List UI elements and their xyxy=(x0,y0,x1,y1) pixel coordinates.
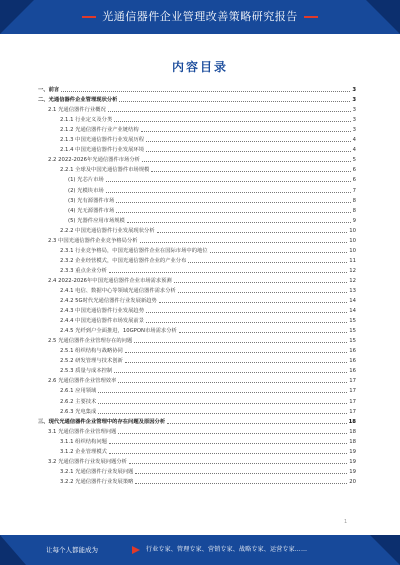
toc-entry-label: 2.4.3 中国光通信器件行业发展趋势 xyxy=(60,308,145,315)
toc-entry-page: 6 xyxy=(352,177,356,184)
toc-entry-label: 2.1.1 行业定义及分类 xyxy=(60,117,113,124)
toc-entry-page: 5 xyxy=(352,157,356,164)
toc-entry[interactable] xyxy=(38,395,356,405)
toc-entry[interactable] xyxy=(38,476,356,486)
header-banner xyxy=(0,0,400,34)
toc-leader-dots xyxy=(98,391,347,393)
toc-entry[interactable] xyxy=(38,164,356,174)
toc-entry[interactable] xyxy=(38,355,356,365)
toc-entry[interactable] xyxy=(38,134,356,144)
toc-entry-page: 9 xyxy=(352,217,356,224)
toc-entry-page: 14 xyxy=(349,298,356,305)
toc-leader-dots xyxy=(179,331,347,333)
toc-entry-label: 2.5.1 组织结构与战略协同 xyxy=(60,348,123,355)
toc-leader-dots xyxy=(167,422,346,424)
toc-leader-dots xyxy=(125,361,347,363)
toc-leader-dots xyxy=(146,321,347,323)
toc-leader-dots xyxy=(210,251,348,253)
toc-leader-dots xyxy=(142,160,351,162)
toc-leader-dots xyxy=(174,281,348,283)
toc-entry[interactable] xyxy=(38,416,356,426)
report-title: 光通信器件企业管理改善策略研究报告 xyxy=(102,0,298,34)
toc-leader-dots xyxy=(146,140,351,142)
toc-entry[interactable] xyxy=(38,365,356,375)
toc-entry-label: 2.1.2 光通信器件行业产业链结构 xyxy=(60,127,139,134)
toc-entry-label: 2.2 2022-2026年光通信器件市场分析 xyxy=(48,157,140,164)
toc-entry-page: 3 xyxy=(352,87,356,94)
toc-entry[interactable] xyxy=(38,114,356,124)
toc-leader-dots xyxy=(129,462,347,464)
toc-entry[interactable] xyxy=(38,275,356,285)
toc-entry[interactable] xyxy=(38,285,356,295)
toc-leader-dots xyxy=(109,442,347,444)
toc-entry[interactable] xyxy=(38,436,356,446)
toc-leader-dots xyxy=(109,271,347,273)
toc-entry[interactable] xyxy=(38,315,356,325)
toc-entry[interactable] xyxy=(38,154,356,164)
toc-entry-label: 2.2.2 中国光通信器件行业发展现状分析 xyxy=(60,227,155,234)
toc-entry-page: 3 xyxy=(352,117,356,124)
toc-leader-dots xyxy=(134,341,347,343)
toc-entry-label: 2.4.4 中国光通信器件市场发展前景 xyxy=(60,318,145,325)
toc-leader-dots xyxy=(116,211,350,213)
toc-entry[interactable] xyxy=(38,104,356,114)
toc-entry-label: 2.6.2 主要技术 xyxy=(60,398,97,405)
toc-entry-label: 三、现代光通信器件企业管理中的存在问题及原因分析 xyxy=(38,418,166,425)
toc-entry-page: 12 xyxy=(349,267,356,274)
footer-corner-decoration xyxy=(0,535,26,565)
toc-entry-page: 17 xyxy=(349,378,356,385)
toc-entry[interactable] xyxy=(38,446,356,456)
toc-entry[interactable] xyxy=(38,184,356,194)
toc-entry[interactable] xyxy=(38,325,356,335)
toc-leader-dots xyxy=(114,120,350,122)
toc-entry-label: 2.3.2 企业经营模式，中国光通信器件企业的产业分布 xyxy=(60,257,187,264)
toc-entry-page: 16 xyxy=(349,368,356,375)
toc-entry-page: 3 xyxy=(352,97,356,104)
toc-title: 内容目录 xyxy=(171,60,228,74)
toc-entry-label: 3.1.1 组织结构问题 xyxy=(60,438,107,445)
toc-leader-dots xyxy=(119,100,350,102)
toc-entry[interactable] xyxy=(38,406,356,416)
toc-entry-page: 20 xyxy=(349,478,356,485)
toc-entry-page: 10 xyxy=(349,237,356,244)
toc-entry-page: 17 xyxy=(349,398,356,405)
toc-entry[interactable] xyxy=(38,215,356,225)
toc-entry-label: 2.5.3 质量与成本控制 xyxy=(60,368,113,375)
footer-slogan: 让每个人都能成为 xyxy=(46,546,98,554)
toc-entry-page: 3 xyxy=(352,127,356,134)
footer-services: 行业专家、管理专家、营销专家、战略专家、运营专家…… xyxy=(146,546,308,553)
toc-entry-label: (1) 光芯片市场 xyxy=(68,177,104,184)
toc-leader-dots xyxy=(98,402,347,404)
toc-entry[interactable] xyxy=(38,255,356,265)
toc-entry[interactable] xyxy=(38,94,356,104)
toc-leader-dots xyxy=(146,311,347,313)
arrow-icon xyxy=(132,546,140,554)
toc-leader-dots xyxy=(118,381,347,383)
toc-leader-dots xyxy=(118,432,347,434)
toc-entry-page: 18 xyxy=(348,418,356,425)
toc-entry-label: 2.5 光通信器件企业管理存在的问题 xyxy=(48,338,133,345)
toc-entry[interactable] xyxy=(38,235,356,245)
toc-entry[interactable] xyxy=(38,205,356,215)
toc-entry-label: (4) 光无源器件市场 xyxy=(68,207,115,214)
toc-entry-page: 19 xyxy=(349,448,356,455)
toc-entry-label: 2.1.4 中国光通信器件行业发展环境 xyxy=(60,147,145,154)
toc-leader-dots xyxy=(178,291,347,293)
toc-entry[interactable] xyxy=(38,295,356,305)
toc-leader-dots xyxy=(106,191,351,193)
toc-entry-page: 17 xyxy=(349,388,356,395)
toc-entry-page: 18 xyxy=(349,438,356,445)
toc-leader-dots xyxy=(157,231,348,233)
toc-leader-dots xyxy=(116,201,350,203)
toc-entry[interactable] xyxy=(38,456,356,466)
toc-leader-dots xyxy=(106,180,351,182)
toc-entry-page: 10 xyxy=(349,227,356,234)
toc-entry[interactable] xyxy=(38,305,356,315)
toc-leader-dots xyxy=(98,412,347,414)
toc-leader-dots xyxy=(141,130,351,132)
toc-entry-label: 3.1.2 企业管理模式 xyxy=(60,448,107,455)
toc-leader-dots xyxy=(188,261,347,263)
toc-entry[interactable] xyxy=(38,466,356,476)
toc-leader-dots xyxy=(135,472,347,474)
toc-entry[interactable] xyxy=(38,195,356,205)
toc-entry-label: 2.6 光通信器件企业管理效率 xyxy=(48,378,117,385)
toc-leader-dots xyxy=(151,170,350,172)
toc-entry[interactable] xyxy=(38,375,356,385)
toc-entry-page: 19 xyxy=(349,458,356,465)
toc-leader-dots xyxy=(125,351,347,353)
toc-entry-label: 二、光通信器件企业管理现状分析 xyxy=(38,97,118,104)
toc-entry-label: 3.2 光通信器件行业发展问题分析 xyxy=(48,458,127,465)
toc-entry-page: 13 xyxy=(349,287,356,294)
header-corner-decoration xyxy=(0,0,34,34)
toc-entry[interactable] xyxy=(38,225,356,235)
toc-entry[interactable] xyxy=(38,144,356,154)
toc-entry-label: (5) 光器件应用市场规模 xyxy=(68,217,125,224)
toc-entry-page: 8 xyxy=(352,197,356,204)
toc-leader-dots xyxy=(108,110,351,112)
toc-entry-page: 8 xyxy=(352,207,356,214)
toc-entry-label: 3.1 光通信器件企业管理问题 xyxy=(48,428,117,435)
toc-entry-page: 4 xyxy=(352,137,356,144)
toc-entry-label: 2.4 2022-2026年中国光通信器件企业市场需求预测 xyxy=(48,277,172,284)
toc-entry-label: 2.3 中国光通信器件企业竞争格局分析 xyxy=(48,237,138,244)
toc-entry-page: 10 xyxy=(349,247,356,254)
toc-entry-label: 2.6.1 应用领域 xyxy=(60,388,97,395)
toc-entry-page: 6 xyxy=(352,167,356,174)
toc-entry-page: 16 xyxy=(349,358,356,365)
toc-entry[interactable] xyxy=(38,265,356,275)
toc-entry-page: 12 xyxy=(349,277,356,284)
toc-leader-dots xyxy=(135,482,347,484)
toc-leader-dots xyxy=(109,452,347,454)
table-of-contents xyxy=(38,84,356,486)
toc-entry-page: 3 xyxy=(352,107,356,114)
toc-entry-label: 2.5.2 研发管理与技术创新 xyxy=(60,358,123,365)
toc-entry-label: 2.4.2 5G时代光通信器件行业发展新趋势 xyxy=(60,298,157,305)
toc-entry-label: 2.3.3 重点企业分析 xyxy=(60,267,107,274)
toc-entry[interactable] xyxy=(38,245,356,255)
footer-corner-decoration xyxy=(370,535,400,565)
toc-entry-label: 3.2.2 光通信器件行业发展策略 xyxy=(60,478,134,485)
toc-entry-page: 15 xyxy=(349,318,356,325)
toc-leader-dots xyxy=(159,301,347,303)
toc-entry-label: 3.2.1 光通信器件行业发展问题 xyxy=(60,468,134,475)
toc-entry-label: 2.1 光通信器件行业概况 xyxy=(48,107,106,114)
toc-entry-page: 14 xyxy=(349,308,356,315)
toc-entry-label: 2.4.5 光纤到户全面推进，10GPON市场需求分析 xyxy=(60,328,177,335)
toc-entry-page: 4 xyxy=(352,147,356,154)
toc-entry[interactable] xyxy=(38,385,356,395)
toc-entry-label: 2.4.1 电信、数据中心等领域光通信器件需求分析 xyxy=(60,287,176,294)
toc-entry-label: 2.3.1 行业竞争格局，中国光通信器件企业在国际市场中的地位 xyxy=(60,247,208,254)
toc-entry[interactable] xyxy=(38,426,356,436)
header-corner-decoration xyxy=(366,0,400,34)
toc-entry-page: 15 xyxy=(349,338,356,345)
toc-entry[interactable] xyxy=(38,345,356,355)
toc-entry-page: 15 xyxy=(349,328,356,335)
toc-entry-page: 17 xyxy=(349,408,356,415)
footer-banner xyxy=(0,535,400,565)
toc-entry[interactable] xyxy=(38,174,356,184)
toc-leader-dots xyxy=(140,241,348,243)
toc-entry-label: (2) 光模块市场 xyxy=(68,187,104,194)
toc-entry-label: 2.2.1 全球及中国光通信器件市场规模 xyxy=(60,167,150,174)
toc-leader-dots xyxy=(127,221,351,223)
toc-entry-page: 19 xyxy=(349,468,356,475)
toc-entry-page: 7 xyxy=(352,187,356,194)
toc-leader-dots xyxy=(114,371,347,373)
toc-entry-label: 2.6.3 光电集成 xyxy=(60,408,97,415)
toc-entry-label: 一、前言 xyxy=(38,87,60,94)
toc-entry[interactable] xyxy=(38,335,356,345)
toc-entry-page: 11 xyxy=(349,257,356,264)
page-mark: 1 xyxy=(344,519,348,525)
toc-entry-page: 16 xyxy=(349,348,356,355)
toc-leader-dots xyxy=(146,150,351,152)
toc-entry[interactable] xyxy=(38,84,356,94)
toc-entry-label: 2.1.3 中国光通信器件行业发展历程 xyxy=(60,137,145,144)
toc-entry-label: (3) 光有源器件市场 xyxy=(68,197,115,204)
toc-entry-page: 18 xyxy=(349,428,356,435)
toc-leader-dots xyxy=(61,90,350,92)
toc-entry[interactable] xyxy=(38,124,356,134)
